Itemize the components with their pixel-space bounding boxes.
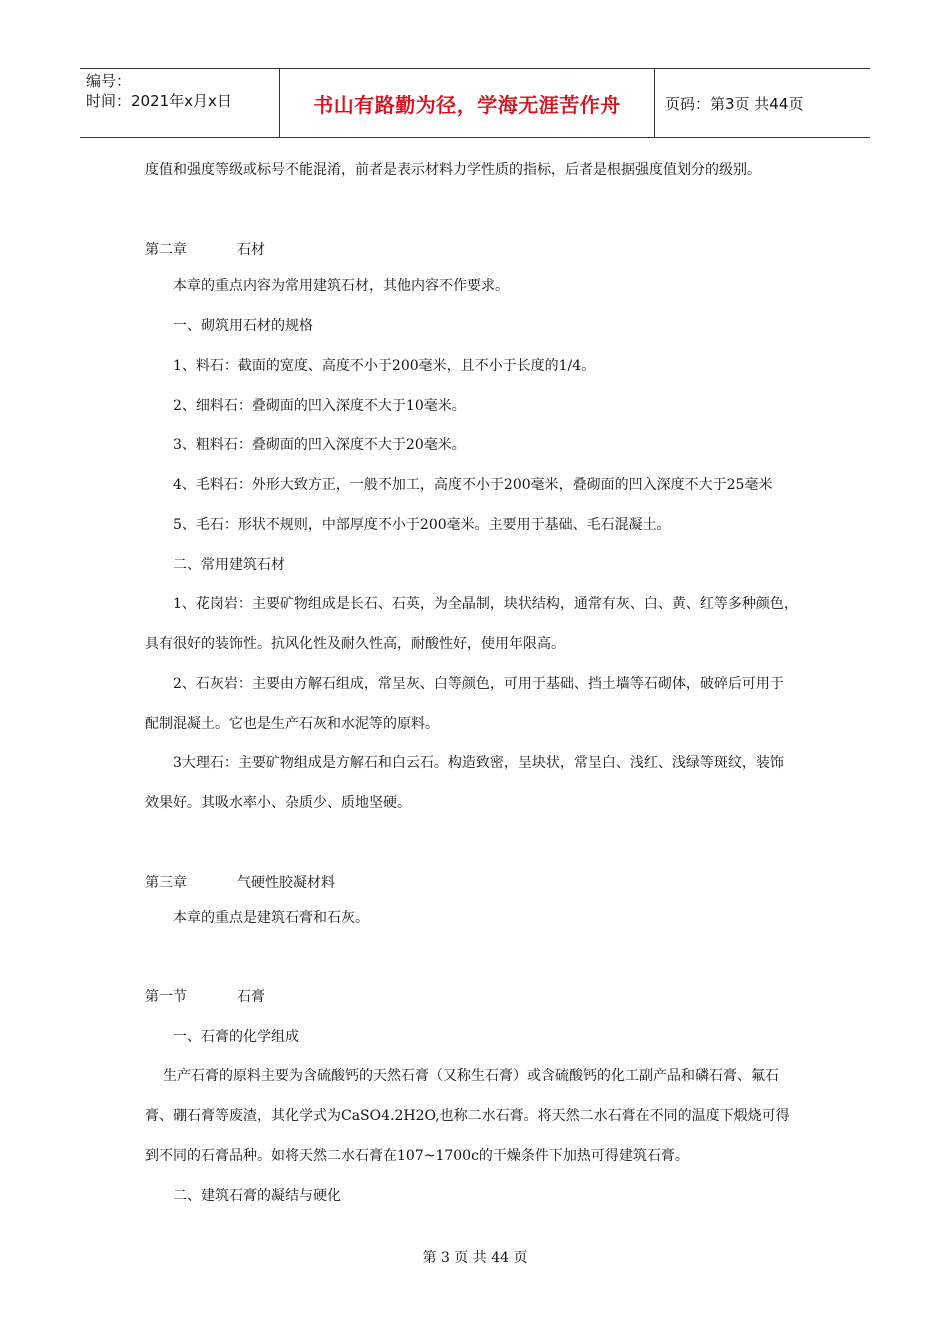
header-page-label: 页码：第3页 共44页 [665, 94, 804, 113]
paragraph-line: 3、粗料石：叠砌面的凹入深度不大于20毫米。 [173, 437, 466, 453]
header-meta [80, 69, 280, 137]
chapter-title: 气硬性胶凝材料 [237, 875, 335, 891]
paragraph-line: 二、建筑石膏的凝结与硬化 [173, 1188, 341, 1204]
paragraph-line: 5、毛石：形状不规则，中部厚度不小于200毫米。主要用于基础、毛石混凝土。 [173, 517, 671, 533]
section-heading [145, 987, 265, 1007]
paragraph-line: 2、细料石：叠砌面的凹入深度不大于10毫米。 [173, 398, 466, 414]
paragraph-line: 配制混凝土。它也是生产石灰和水泥等的原料。 [145, 716, 439, 732]
chapter-heading [145, 873, 335, 893]
chapter-number: 第二章 [145, 242, 187, 258]
paragraph-line: 2、石灰岩：主要由方解石组成，常呈灰、白等颜色，可用于基础、挡土墙等石砌体，破碎后可用于 [173, 676, 784, 692]
paragraph-line: 本章的重点内容为常用建筑石材，其他内容不作要求。 [173, 278, 509, 294]
paragraph-line: 1、料石：截面的宽度、高度不小于200毫米，且不小于长度的1/4。 [173, 358, 596, 374]
section-title: 石膏 [237, 989, 265, 1005]
paragraph-line: 1、花岗岩：主要矿物组成是长石、石英，为全晶制，块状结构，通常有灰、白、黄、红等多种颜色， [173, 596, 798, 612]
chapter-heading [145, 240, 265, 260]
paragraph-line: 膏、硼石膏等废渣，其化学式为CaSO4.2H2O,也称二水石膏。将天然二水石膏在不同的温度下煅烧可得 [145, 1108, 790, 1124]
header-motto: 书山有路勤为径，学海无涯苦作舟 [280, 69, 655, 137]
paragraph-line: 到不同的石膏品种。如将天然二水石膏在107~1700c的干燥条件下加热可得建筑石膏。 [145, 1148, 689, 1164]
paragraph-line: 4、毛料石：外形大致方正，一般不加工，高度不小于200毫米，叠砌面的凹入深度不大于25毫米 [173, 477, 773, 493]
paragraph-line: 具有很好的装饰性。抗风化性及耐久性高，耐酸性好，使用年限高。 [145, 636, 565, 652]
chapter-title: 石材 [237, 242, 265, 258]
paragraph-line: 一、砌筑用石材的规格 [173, 318, 313, 334]
paragraph-line: 一、石膏的化学组成 [173, 1029, 299, 1045]
paragraph-line: 度值和强度等级或标号不能混淆，前者是表示材料力学性质的指标，后者是根据强度值划分的级别。 [145, 162, 761, 178]
paragraph-line: 二、常用建筑石材 [173, 557, 285, 573]
paragraph-line: 本章的重点是建筑石膏和石灰。 [173, 910, 369, 926]
time-label: 时间：2021年x月x日 [86, 92, 232, 110]
page-footer: 第 3 页 共 44 页 [422, 1250, 528, 1266]
paragraph-line: 3大理石：主要矿物组成是方解石和白云石。构造致密，呈块状，常呈白、浅红、浅绿等斑纹，装饰 [173, 755, 784, 771]
chapter-number: 第三章 [145, 875, 187, 891]
paragraph-line: 生产石膏的原料主要为含硫酸钙的天然石膏（又称生石膏）或含硫酸钙的化工副产品和磷石膏、氟石 [163, 1068, 779, 1084]
page-header [80, 68, 870, 138]
paragraph-line: 效果好。其吸水率小、杂质少、质地坚硬。 [145, 795, 411, 811]
number-label: 编号： [86, 72, 132, 90]
section-number: 第一节 [145, 989, 187, 1005]
